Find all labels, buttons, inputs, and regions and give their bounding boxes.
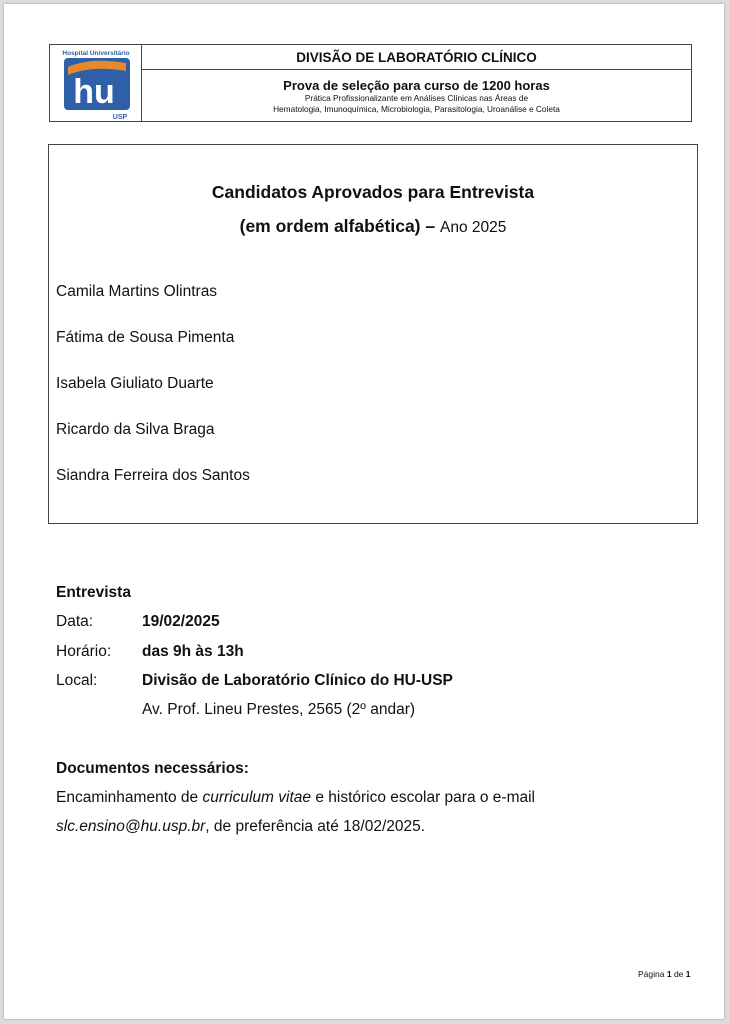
logo-usp: USP <box>112 114 128 121</box>
hu-logo-icon <box>50 45 142 121</box>
page-total: 1 <box>685 969 691 979</box>
course-title: Prova de seleção para curso de 1200 horas <box>283 78 550 93</box>
candidates-box <box>48 144 698 524</box>
of-word: de <box>673 969 684 979</box>
document-page <box>4 4 724 1019</box>
candidates-title: Candidatos Aprovados para Entrevista <box>211 182 535 202</box>
documents-heading: Documentos necessários: <box>56 760 249 777</box>
candidate-name: Fátima de Sousa Pimenta <box>56 329 235 346</box>
documents-line-1 <box>56 789 535 807</box>
documents-text: Encaminhamento de <box>56 789 203 806</box>
documents-text: , de preferência até 18/02/2025. <box>205 818 426 835</box>
address-line: Av. Prof. Lineu Prestes, 2565 (2º andar) <box>142 701 416 718</box>
candidates-subtitle <box>49 216 697 237</box>
interview-heading: Entrevista <box>56 584 131 601</box>
candidate-name: Camila Martins Olintras <box>56 283 218 300</box>
date-value: 19/02/2025 <box>142 613 220 630</box>
candidate-name: Siandra Ferreira dos Santos <box>56 467 250 484</box>
division-title: DIVISÃO DE LABORATÓRIO CLÍNICO <box>142 45 691 70</box>
course-detail-2: Hematologia, Imunoquímica, Microbiologia, Parasitologia, Uroanálise e Coleta <box>273 104 560 114</box>
cv-term: curriculum vitae <box>202 789 312 806</box>
documents-text: e histórico escolar para o e-mail <box>311 789 536 806</box>
date-label: Data: <box>56 613 94 630</box>
time-value: das 9h às 13h <box>142 643 244 660</box>
logo-mark: hu <box>73 73 115 111</box>
documents-line-2 <box>56 818 425 836</box>
page-word: Página <box>638 969 665 979</box>
logo-caption: Hospital Universitário <box>62 50 130 57</box>
header-table <box>49 44 692 122</box>
time-label: Horário: <box>56 643 112 660</box>
candidate-name: Ricardo da Silva Braga <box>56 421 215 438</box>
candidate-name: Isabela Giuliato Duarte <box>56 375 214 392</box>
course-detail-1: Prática Profissionalizante em Análises Clínicas nas Áreas de <box>304 93 529 103</box>
place-label: Local: <box>56 672 98 689</box>
year-label: Ano 2025 <box>439 219 507 236</box>
page-current: 1 <box>666 969 672 979</box>
header-subtitle-block <box>142 70 691 121</box>
place-value: Divisão de Laboratório Clínico do HU-USP <box>142 672 453 689</box>
page-number <box>638 969 691 979</box>
order-note: (em ordem alfabética) – <box>239 216 436 236</box>
email-link[interactable]: slc.ensino@hu.usp.br <box>56 818 206 835</box>
hospital-logo <box>50 45 142 121</box>
